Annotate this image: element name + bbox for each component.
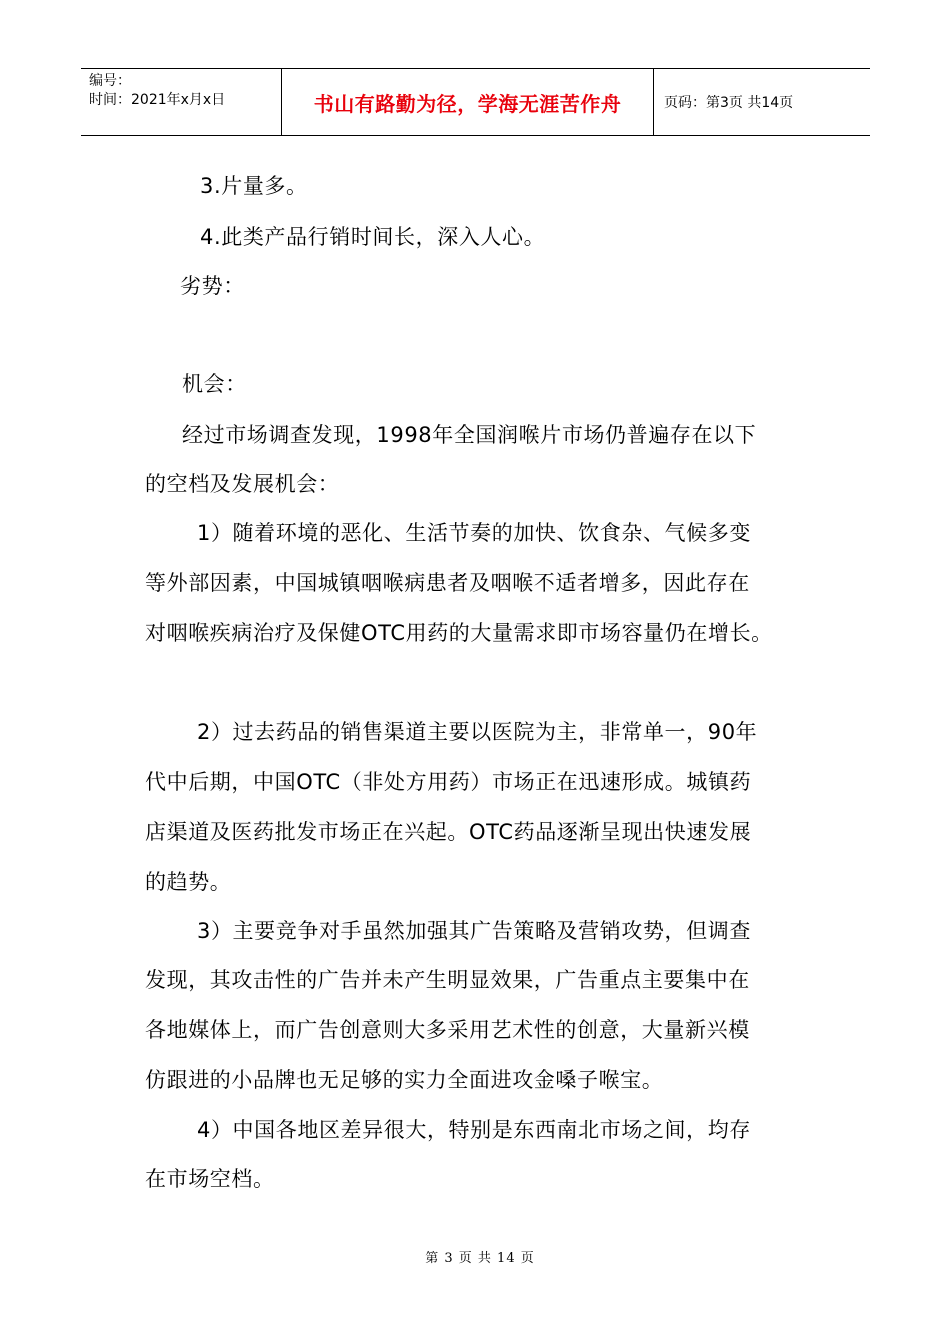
paragraph-line: 4.此类产品行销时间长，深入人心。	[200, 225, 546, 249]
paragraph-line: 4）中国各地区差异很大，特别是东西南北市场之间，均存	[197, 1118, 751, 1142]
paragraph-line: 对咽喉疾病治疗及保健OTC用药的大量需求即市场容量仍在增长。	[145, 621, 773, 645]
paragraph-line: 店渠道及医药批发市场正在兴起。OTC药品逐渐呈现出快速发展	[145, 820, 752, 844]
document-header-table	[81, 68, 870, 136]
paragraph-line: 仿跟进的小品牌也无足够的实力全面进攻金嗓子喉宝。	[145, 1068, 664, 1092]
paragraph-line: 3.片量多。	[200, 174, 308, 198]
paragraph-line: 在市场空档。	[145, 1167, 275, 1191]
paragraph-line: 的空档及发展机会：	[145, 472, 340, 496]
header-page-cell	[654, 69, 870, 135]
header-info-cell	[81, 69, 281, 135]
document-number-label: 编号：	[89, 73, 131, 89]
paragraph-line: 经过市场调查发现，1998年全国润喉片市场仍普遍存在以下	[182, 423, 757, 447]
paragraph-line: 1）随着环境的恶化、生活节奏的加快、饮食杂、气候多变	[197, 521, 751, 545]
paragraph-line: 3）主要竞争对手虽然加强其广告策略及营销攻势，但调查	[197, 919, 751, 943]
page-footer: 第 3 页 共 14 页	[425, 1251, 535, 1266]
paragraph-line: 等外部因素，中国城镇咽喉病患者及咽喉不适者增多，因此存在	[145, 571, 750, 595]
header-motto-cell	[281, 69, 654, 135]
paragraph-line: 各地媒体上，而广告创意则大多采用艺术性的创意，大量新兴模	[145, 1018, 750, 1042]
paragraph-line: 2）过去药品的销售渠道主要以医院为主，非常单一，90年	[197, 720, 758, 744]
header-page-code: 页码：第3页 共14页	[664, 95, 794, 111]
paragraph-line: 代中后期，中国OTC（非处方用药）市场正在迅速形成。城镇药	[145, 770, 752, 794]
section-heading-opportunities: 机会：	[182, 372, 247, 396]
paragraph-line: 的趋势。	[145, 870, 232, 894]
header-motto: 书山有路勤为径，学海无涯苦作舟	[313, 91, 622, 116]
document-time-label: 时间：2021年x月x日	[89, 92, 226, 108]
section-heading-weaknesses: 劣势：	[180, 274, 245, 298]
paragraph-line: 发现，其攻击性的广告并未产生明显效果，广告重点主要集中在	[145, 968, 750, 992]
